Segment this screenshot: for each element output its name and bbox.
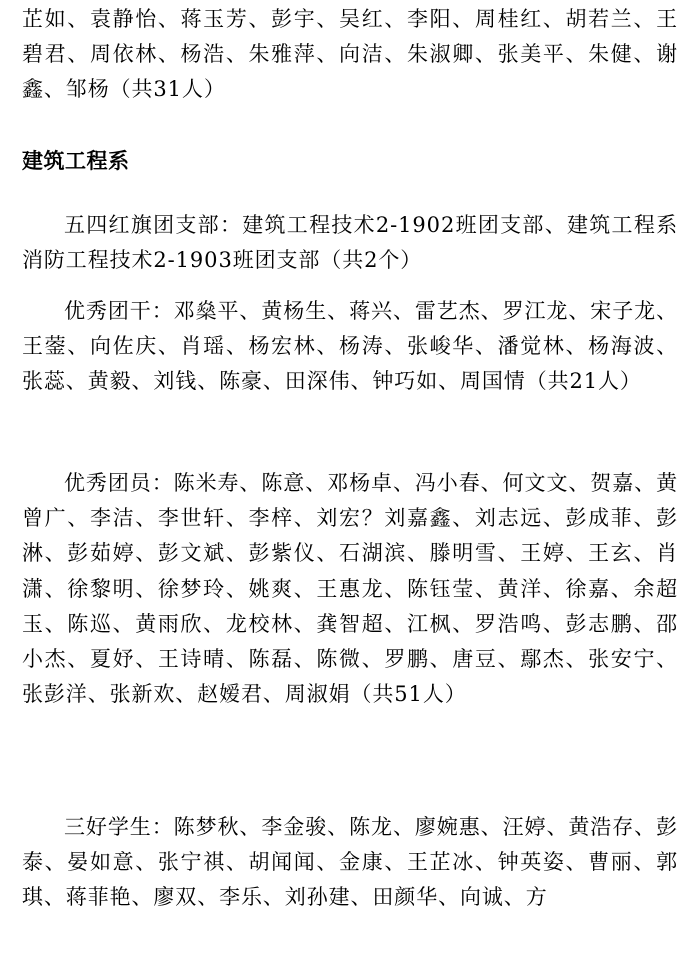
three-good-students-paragraph: 三好学生：陈梦秋、李金骏、陈龙、廖婉惠、汪婷、黄浩存、彭泰、晏如意、张宁祺、胡闻闻、金康、王芷冰、钟英姿、曹丽、郭琪、蒋菲艳、廖双、李乐、刘孙建、田颜华、向诚、方 (22, 815, 678, 910)
excellent-members-paragraph: 优秀团员：陈米寿、陈意、邓杨卓、冯小春、何文文、贺嘉、黄曾广、李洁、李世轩、李梓、刘宏？刘嘉鑫、刘志远、彭成菲、彭淋、彭茹婷、彭文斌、彭紫仪、石湖滨、滕明雪、王婷、王玄、肖潇、徐黎明、徐梦玲、姚爽、王惠龙、陈钰莹、黄洋、徐嘉、余超玉、陈巡、黄雨欣、龙校林、龚智超、江枫、罗浩鸣、彭志鹏、邵小杰、夏妤、王诗晴、陈磊、陈微、罗鹏、唐豆、鄢杰、张安宁、张彭洋、张新欢、赵嫒君、周淑娟（共51人） (22, 471, 678, 707)
excellent-cadres-paragraph: 优秀团干：邓燊平、黄杨生、蒋兴、雷艺杰、罗江龙、宋子龙、王蓥、向佐庆、肖瑶、杨宏林、杨涛、张峻华、潘觉林、杨海波、张蕊、黄毅、刘钱、陈豪、田深伟、钟巧如、周国情（共21人） (22, 299, 678, 394)
department-heading: 建筑工程系 (22, 149, 130, 173)
continuation-paragraph: 芷如、袁静怡、蒋玉芳、彭宇、吴红、李阳、周桂红、胡若兰、王碧君、周依林、杨浩、朱雅萍、向洁、朱淑卿、张美平、朱健、谢鑫、邹杨（共31人） (22, 7, 678, 102)
wusi-red-flag-paragraph: 五四红旗团支部：建筑工程技术2-1902班团支部、建筑工程系消防工程技术2-1903班团支部（共2个） (22, 213, 678, 273)
